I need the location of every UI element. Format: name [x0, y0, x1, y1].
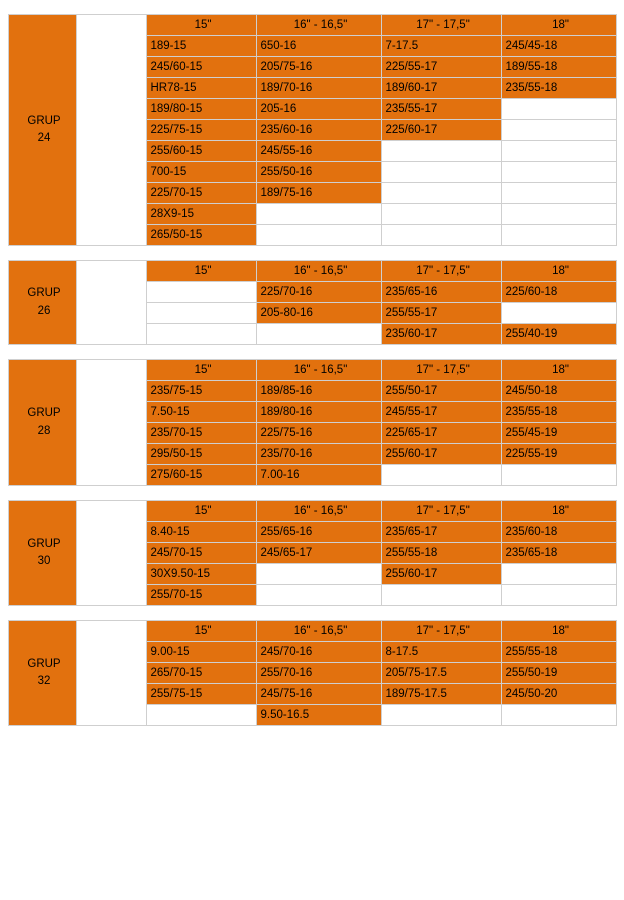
- column-header: 16" - 16,5": [256, 621, 381, 642]
- column-header: 18": [501, 360, 616, 381]
- tire-size-cell: 235/55-17: [381, 99, 501, 120]
- group-spacer: [0, 246, 624, 260]
- tire-size-cell: 225/55-17: [381, 57, 501, 78]
- column-header: 18": [501, 15, 616, 36]
- tire-size-cell: [501, 120, 616, 141]
- column-header: 15": [146, 15, 256, 36]
- tire-size-cell: 255/60-17: [381, 564, 501, 585]
- tire-size-cell: 245/70-15: [146, 543, 256, 564]
- tire-size-cell: 225/70-16: [256, 282, 381, 303]
- tire-size-cell: [381, 465, 501, 486]
- tire-size-cell: 235/55-18: [501, 402, 616, 423]
- tire-size-cell: 255/75-15: [146, 684, 256, 705]
- group-spacer: [0, 345, 624, 359]
- tire-size-cell: 189-15: [146, 36, 256, 57]
- tire-size-cell: [256, 585, 381, 606]
- tire-size-cell: 700-15: [146, 162, 256, 183]
- tire-size-cell: 225/60-17: [381, 120, 501, 141]
- column-header: 17" - 17,5": [381, 15, 501, 36]
- tire-size-cell: 225/60-18: [501, 282, 616, 303]
- tire-size-cell: 255/55-18: [381, 543, 501, 564]
- group-label: [8, 261, 76, 345]
- tire-size-cell: [501, 183, 616, 204]
- tire-size-cell: [501, 99, 616, 120]
- group-label: [8, 621, 76, 726]
- group-gap-column: [76, 621, 146, 726]
- tire-size-cell: [381, 162, 501, 183]
- tire-size-cell: 9.50-16.5: [256, 705, 381, 726]
- tire-size-cell: [256, 204, 381, 225]
- tire-size-cell: 235/65-16: [381, 282, 501, 303]
- tire-size-cell: [501, 204, 616, 225]
- tire-size-cell: 205/75-16: [256, 57, 381, 78]
- tire-size-cell: 8-17.5: [381, 642, 501, 663]
- tire-size-cell: [501, 465, 616, 486]
- tire-size-cell: 205-16: [256, 99, 381, 120]
- group-spacer: [0, 606, 624, 620]
- group-gap-column: [76, 501, 146, 606]
- column-header: 15": [146, 621, 256, 642]
- tire-size-cell: [146, 705, 256, 726]
- column-header: 15": [146, 501, 256, 522]
- tire-size-cell: [381, 204, 501, 225]
- tire-size-cell: 235/70-15: [146, 423, 256, 444]
- tire-size-cell: 189/60-17: [381, 78, 501, 99]
- tire-size-cell: 235/55-18: [501, 78, 616, 99]
- tire-size-cell: 235/70-16: [256, 444, 381, 465]
- tire-size-cell: [146, 282, 256, 303]
- tire-size-cell: 265/70-15: [146, 663, 256, 684]
- tire-size-cell: [381, 225, 501, 246]
- tire-size-cell: 9.00-15: [146, 642, 256, 663]
- tire-size-cell: [146, 324, 256, 345]
- column-header: 17" - 17,5": [381, 261, 501, 282]
- tire-size-cell: 189/85-16: [256, 381, 381, 402]
- group-table: [8, 500, 617, 606]
- tire-size-cell: [256, 225, 381, 246]
- column-header: 17" - 17,5": [381, 621, 501, 642]
- tire-size-cell: 245/60-15: [146, 57, 256, 78]
- tire-size-cell: 205/75-17.5: [381, 663, 501, 684]
- tire-size-cell: [381, 585, 501, 606]
- tire-size-cell: 255/70-15: [146, 585, 256, 606]
- tire-size-cell: 225/70-15: [146, 183, 256, 204]
- group-header-row: [8, 15, 616, 36]
- tire-size-cell: [501, 705, 616, 726]
- tire-size-cell: [501, 564, 616, 585]
- group-label: [8, 501, 76, 606]
- tire-size-cell: HR78-15: [146, 78, 256, 99]
- group-label: [8, 360, 76, 486]
- group-number: 26: [37, 304, 51, 317]
- group-name: GRUP: [27, 287, 61, 300]
- tire-size-cell: 245/55-17: [381, 402, 501, 423]
- tire-size-cell: 255/40-19: [501, 324, 616, 345]
- group-number: 32: [37, 675, 51, 687]
- group-number: 30: [37, 555, 51, 567]
- tire-size-cell: 30X9.50-15: [146, 564, 256, 585]
- tire-size-cell: 225/65-17: [381, 423, 501, 444]
- tire-size-cell: 189/70-16: [256, 78, 381, 99]
- column-header: 16" - 16,5": [256, 261, 381, 282]
- group-name: GRUP: [27, 114, 61, 127]
- tire-size-cell: 189/80-15: [146, 99, 256, 120]
- tire-size-cell: [501, 303, 616, 324]
- tire-size-cell: 275/60-15: [146, 465, 256, 486]
- tire-size-cell: 255/60-15: [146, 141, 256, 162]
- tire-size-cell: 235/60-16: [256, 120, 381, 141]
- tire-size-cell: 295/50-15: [146, 444, 256, 465]
- tire-size-cell: 255/50-16: [256, 162, 381, 183]
- tire-size-cell: 205-80-16: [256, 303, 381, 324]
- tire-size-cell: 650-16: [256, 36, 381, 57]
- tire-size-cell: 255/50-17: [381, 381, 501, 402]
- tire-size-cell: [381, 705, 501, 726]
- tire-size-cell: 189/75-17.5: [381, 684, 501, 705]
- group-table: [8, 14, 617, 246]
- group-header-row: [8, 501, 616, 522]
- column-header: 16" - 16,5": [256, 15, 381, 36]
- tire-size-cell: 255/65-16: [256, 522, 381, 543]
- group-name: GRUP: [27, 537, 61, 550]
- tire-size-cell: 235/65-18: [501, 543, 616, 564]
- tire-size-cell: 189/80-16: [256, 402, 381, 423]
- group-header-row: [8, 261, 616, 282]
- group-number: 28: [37, 424, 51, 437]
- group-header-row: [8, 360, 616, 381]
- group-spacer: [0, 726, 624, 740]
- group-table: [8, 359, 617, 486]
- column-header: 18": [501, 501, 616, 522]
- tire-size-cell: 245/50-20: [501, 684, 616, 705]
- tire-size-cell: 245/75-16: [256, 684, 381, 705]
- tire-size-cell: 265/50-15: [146, 225, 256, 246]
- groups-container: [0, 14, 624, 740]
- tire-size-cell: [501, 141, 616, 162]
- tire-size-cell: [501, 225, 616, 246]
- column-header: 16" - 16,5": [256, 501, 381, 522]
- tire-size-cell: 7.50-15: [146, 402, 256, 423]
- group-table: [8, 620, 617, 726]
- tire-size-cell: 255/45-19: [501, 423, 616, 444]
- tire-size-cell: [501, 585, 616, 606]
- column-header: 15": [146, 261, 256, 282]
- group-label: [8, 15, 76, 246]
- tire-size-cell: 7-17.5: [381, 36, 501, 57]
- top-spacer: [0, 0, 624, 14]
- group-name: GRUP: [27, 407, 61, 420]
- tire-size-cell: 235/65-17: [381, 522, 501, 543]
- column-header: 18": [501, 621, 616, 642]
- tire-size-cell: [381, 141, 501, 162]
- tire-size-cell: 245/45-18: [501, 36, 616, 57]
- group-name: GRUP: [27, 657, 61, 670]
- tire-size-cell: [381, 183, 501, 204]
- column-header: 15": [146, 360, 256, 381]
- tire-size-cell: 235/75-15: [146, 381, 256, 402]
- tire-size-cell: 235/60-18: [501, 522, 616, 543]
- group-gap-column: [76, 15, 146, 246]
- group-spacer: [0, 486, 624, 500]
- tire-size-cell: 189/75-16: [256, 183, 381, 204]
- tire-size-cell: 255/55-18: [501, 642, 616, 663]
- group-header-row: [8, 621, 616, 642]
- group-table: [8, 260, 617, 345]
- tire-size-cell: 255/55-17: [381, 303, 501, 324]
- tire-size-cell: [256, 564, 381, 585]
- tire-size-cell: 225/75-15: [146, 120, 256, 141]
- column-header: 16" - 16,5": [256, 360, 381, 381]
- group-number: 24: [37, 132, 51, 144]
- tire-size-cell: [146, 303, 256, 324]
- column-header: 18": [501, 261, 616, 282]
- group-gap-column: [76, 261, 146, 345]
- tire-size-cell: 225/55-19: [501, 444, 616, 465]
- tire-size-cell: 245/65-17: [256, 543, 381, 564]
- tire-size-cell: 225/75-16: [256, 423, 381, 444]
- tire-size-cell: 245/70-16: [256, 642, 381, 663]
- tire-size-cell: 189/55-18: [501, 57, 616, 78]
- tire-size-cell: 28X9-15: [146, 204, 256, 225]
- tire-size-cell: 245/50-18: [501, 381, 616, 402]
- tire-size-cell: 245/55-16: [256, 141, 381, 162]
- group-gap-column: [76, 360, 146, 486]
- tire-size-cell: 7.00-16: [256, 465, 381, 486]
- tire-size-cell: [501, 162, 616, 183]
- tire-size-cell: 8.40-15: [146, 522, 256, 543]
- tire-size-cell: [256, 324, 381, 345]
- tire-size-cell: 235/60-17: [381, 324, 501, 345]
- tire-size-cell: 255/50-19: [501, 663, 616, 684]
- tire-size-cell: 255/70-16: [256, 663, 381, 684]
- column-header: 17" - 17,5": [381, 501, 501, 522]
- column-header: 17" - 17,5": [381, 360, 501, 381]
- tire-size-cell: 255/60-17: [381, 444, 501, 465]
